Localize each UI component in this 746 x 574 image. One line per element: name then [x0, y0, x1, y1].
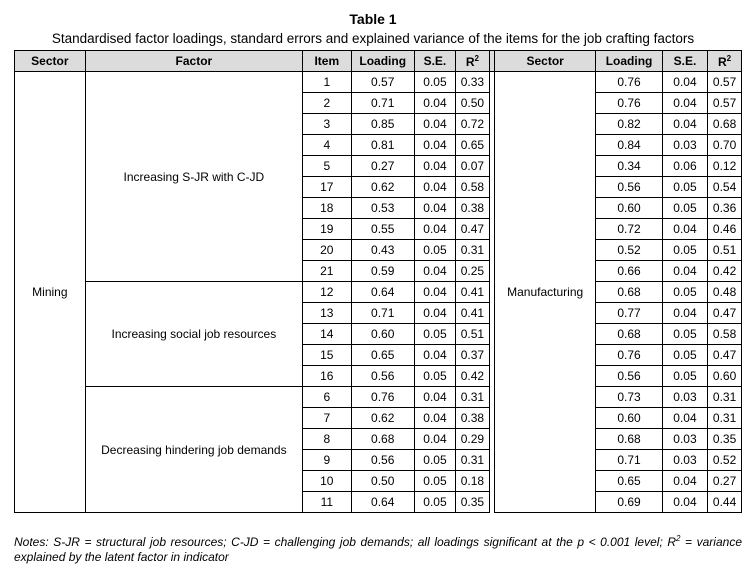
- r2-2-cell: 0.70: [708, 135, 742, 156]
- r2-2-cell: 0.27: [708, 471, 742, 492]
- loading-2-cell: 0.69: [596, 492, 662, 513]
- loading-cell: 0.43: [351, 240, 414, 261]
- r2-2-cell: 0.42: [708, 261, 742, 282]
- se-cell: 0.04: [414, 93, 455, 114]
- se-cell: 0.05: [414, 492, 455, 513]
- se-cell: 0.05: [414, 72, 455, 93]
- se-2-cell: 0.06: [662, 156, 707, 177]
- table-subtitle: Standardised factor loadings, standard errors and explained variance of the items for the job crafting factors: [51, 31, 695, 46]
- header-r2-2-label: R: [718, 54, 727, 69]
- item-cell: 9: [303, 450, 352, 471]
- r2-2-cell: 0.12: [708, 156, 742, 177]
- loading-cell: 0.65: [351, 345, 414, 366]
- r2-2-cell: 0.57: [708, 72, 742, 93]
- item-cell: 6: [303, 387, 352, 408]
- se-cell: 0.05: [414, 450, 455, 471]
- r2-cell: 0.72: [456, 114, 490, 135]
- se-2-cell: 0.04: [662, 303, 707, 324]
- se-cell: 0.04: [414, 219, 455, 240]
- loading-cell: 0.50: [351, 471, 414, 492]
- header-loading: Loading: [351, 51, 414, 72]
- loading-2-cell: 0.68: [596, 324, 662, 345]
- item-cell: 17: [303, 177, 352, 198]
- loading-2-cell: 0.82: [596, 114, 662, 135]
- r2-cell: 0.31: [456, 387, 490, 408]
- header-se-2: S.E.: [662, 51, 707, 72]
- table-row: [15, 387, 742, 408]
- r2-cell: 0.33: [456, 72, 490, 93]
- r2-cell: 0.38: [456, 408, 490, 429]
- loading-2-cell: 0.72: [596, 219, 662, 240]
- item-cell: 19: [303, 219, 352, 240]
- item-cell: 16: [303, 366, 352, 387]
- r2-cell: 0.38: [456, 198, 490, 219]
- se-2-cell: 0.04: [662, 471, 707, 492]
- loading-cell: 0.85: [351, 114, 414, 135]
- r2-2-cell: 0.44: [708, 492, 742, 513]
- loading-2-cell: 0.60: [596, 198, 662, 219]
- loading-cell: 0.76: [351, 387, 414, 408]
- se-2-cell: 0.05: [662, 324, 707, 345]
- r2-2-cell: 0.47: [708, 345, 742, 366]
- r2-cell: 0.35: [456, 492, 490, 513]
- se-cell: 0.04: [414, 177, 455, 198]
- header-r2-2: [708, 51, 742, 72]
- item-cell: 12: [303, 282, 352, 303]
- r2-2-cell: 0.51: [708, 240, 742, 261]
- factor-name-cell: Increasing social job resources: [85, 282, 302, 387]
- r2-cell: 0.37: [456, 345, 490, 366]
- loading-cell: 0.57: [351, 72, 414, 93]
- header-sector-2: Sector: [495, 51, 596, 72]
- notes-prefix: Notes: S-JR = structural job resources; C-JD = challenging job demands; all loadings significant at the p < 0.001 level; R: [14, 535, 677, 549]
- se-cell: 0.04: [414, 408, 455, 429]
- loading-cell: 0.56: [351, 366, 414, 387]
- r2-2-cell: 0.31: [708, 387, 742, 408]
- loading-2-cell: 0.77: [596, 303, 662, 324]
- se-2-cell: 0.05: [662, 366, 707, 387]
- se-cell: 0.04: [414, 261, 455, 282]
- item-cell: 8: [303, 429, 352, 450]
- se-cell: 0.04: [414, 156, 455, 177]
- table-title: Table 1: [349, 11, 397, 27]
- se-cell: 0.04: [414, 387, 455, 408]
- item-cell: 5: [303, 156, 352, 177]
- factor-name-cell: Decreasing hindering job demands: [85, 387, 302, 513]
- r2-2-cell: 0.48: [708, 282, 742, 303]
- loading-cell: 0.59: [351, 261, 414, 282]
- notes-sup: 2: [676, 534, 681, 543]
- r2-2-cell: 0.52: [708, 450, 742, 471]
- loading-cell: 0.53: [351, 198, 414, 219]
- se-cell: 0.05: [414, 366, 455, 387]
- se-2-cell: 0.04: [662, 219, 707, 240]
- se-2-cell: 0.03: [662, 450, 707, 471]
- header-sector: Sector: [15, 51, 86, 72]
- r2-cell: 0.41: [456, 282, 490, 303]
- sector-cell-mining: Mining: [15, 72, 86, 513]
- se-2-cell: 0.05: [662, 282, 707, 303]
- header-se: S.E.: [414, 51, 455, 72]
- loading-2-cell: 0.56: [596, 366, 662, 387]
- notes-suffix: = variance explained by the latent factor in indicator: [14, 535, 742, 564]
- se-cell: 0.05: [414, 324, 455, 345]
- loading-2-cell: 0.65: [596, 471, 662, 492]
- table-row: [15, 72, 742, 93]
- loading-cell: 0.27: [351, 156, 414, 177]
- r2-cell: 0.50: [456, 93, 490, 114]
- header-item: Item: [303, 51, 352, 72]
- r2-2-cell: 0.36: [708, 198, 742, 219]
- se-cell: 0.04: [414, 198, 455, 219]
- se-2-cell: 0.04: [662, 72, 707, 93]
- header-loading-2: Loading: [596, 51, 662, 72]
- table-notes: [14, 531, 742, 565]
- item-cell: 13: [303, 303, 352, 324]
- loading-2-cell: 0.76: [596, 93, 662, 114]
- se-cell: 0.04: [414, 429, 455, 450]
- header-r2: [456, 51, 490, 72]
- header-factor: Factor: [85, 51, 302, 72]
- loading-cell: 0.55: [351, 219, 414, 240]
- r2-cell: 0.25: [456, 261, 490, 282]
- sector-cell-manufacturing: Manufacturing: [495, 72, 596, 513]
- loading-2-cell: 0.76: [596, 345, 662, 366]
- se-cell: 0.04: [414, 135, 455, 156]
- loading-2-cell: 0.76: [596, 72, 662, 93]
- loading-cell: 0.81: [351, 135, 414, 156]
- item-cell: 20: [303, 240, 352, 261]
- r2-cell: 0.31: [456, 450, 490, 471]
- r2-cell: 0.58: [456, 177, 490, 198]
- header-r2-sup: 2: [474, 53, 479, 63]
- r2-2-cell: 0.57: [708, 93, 742, 114]
- item-cell: 15: [303, 345, 352, 366]
- loading-2-cell: 0.56: [596, 177, 662, 198]
- loading-2-cell: 0.84: [596, 135, 662, 156]
- r2-cell: 0.65: [456, 135, 490, 156]
- r2-cell: 0.07: [456, 156, 490, 177]
- se-2-cell: 0.04: [662, 93, 707, 114]
- r2-2-cell: 0.58: [708, 324, 742, 345]
- r2-2-cell: 0.54: [708, 177, 742, 198]
- r2-2-cell: 0.46: [708, 219, 742, 240]
- se-2-cell: 0.05: [662, 240, 707, 261]
- item-cell: 2: [303, 93, 352, 114]
- r2-cell: 0.18: [456, 471, 490, 492]
- loading-cell: 0.64: [351, 282, 414, 303]
- table-row: [15, 282, 742, 303]
- se-cell: 0.04: [414, 345, 455, 366]
- se-cell: 0.04: [414, 282, 455, 303]
- loading-2-cell: 0.68: [596, 429, 662, 450]
- se-2-cell: 0.04: [662, 261, 707, 282]
- se-2-cell: 0.05: [662, 345, 707, 366]
- loading-cell: 0.68: [351, 429, 414, 450]
- loading-2-cell: 0.60: [596, 408, 662, 429]
- loading-2-cell: 0.52: [596, 240, 662, 261]
- se-2-cell: 0.03: [662, 135, 707, 156]
- item-cell: 21: [303, 261, 352, 282]
- r2-cell: 0.42: [456, 366, 490, 387]
- item-cell: 3: [303, 114, 352, 135]
- se-2-cell: 0.04: [662, 114, 707, 135]
- r2-2-cell: 0.47: [708, 303, 742, 324]
- table-body: [15, 72, 742, 513]
- item-cell: 7: [303, 408, 352, 429]
- loading-cell: 0.62: [351, 408, 414, 429]
- loading-cell: 0.71: [351, 303, 414, 324]
- r2-2-cell: 0.35: [708, 429, 742, 450]
- loading-2-cell: 0.34: [596, 156, 662, 177]
- item-cell: 10: [303, 471, 352, 492]
- se-cell: 0.05: [414, 471, 455, 492]
- item-cell: 1: [303, 72, 352, 93]
- header-row: [15, 51, 742, 72]
- r2-cell: 0.47: [456, 219, 490, 240]
- item-cell: 18: [303, 198, 352, 219]
- loading-2-cell: 0.66: [596, 261, 662, 282]
- item-cell: 14: [303, 324, 352, 345]
- r2-cell: 0.41: [456, 303, 490, 324]
- r2-2-cell: 0.31: [708, 408, 742, 429]
- se-2-cell: 0.03: [662, 429, 707, 450]
- loading-cell: 0.71: [351, 93, 414, 114]
- r2-cell: 0.31: [456, 240, 490, 261]
- loading-2-cell: 0.71: [596, 450, 662, 471]
- loading-cell: 0.56: [351, 450, 414, 471]
- header-r2-label: R: [465, 54, 475, 69]
- se-2-cell: 0.04: [662, 492, 707, 513]
- r2-cell: 0.29: [456, 429, 490, 450]
- loading-2-cell: 0.73: [596, 387, 662, 408]
- r2-cell: 0.51: [456, 324, 490, 345]
- se-cell: 0.05: [414, 240, 455, 261]
- se-2-cell: 0.05: [662, 177, 707, 198]
- factor-loadings-table: [14, 50, 742, 513]
- r2-2-cell: 0.68: [708, 114, 742, 135]
- item-cell: 4: [303, 135, 352, 156]
- se-2-cell: 0.04: [662, 408, 707, 429]
- se-2-cell: 0.03: [662, 387, 707, 408]
- se-2-cell: 0.05: [662, 198, 707, 219]
- header-r2-2-sup: 2: [726, 53, 732, 63]
- loading-cell: 0.62: [351, 177, 414, 198]
- loading-2-cell: 0.68: [596, 282, 662, 303]
- item-cell: 11: [303, 492, 352, 513]
- se-cell: 0.04: [414, 303, 455, 324]
- loading-cell: 0.64: [351, 492, 414, 513]
- factor-name-cell: Increasing S-JR with C-JD: [85, 72, 302, 282]
- r2-2-cell: 0.60: [708, 366, 742, 387]
- se-cell: 0.04: [414, 114, 455, 135]
- loading-cell: 0.60: [351, 324, 414, 345]
